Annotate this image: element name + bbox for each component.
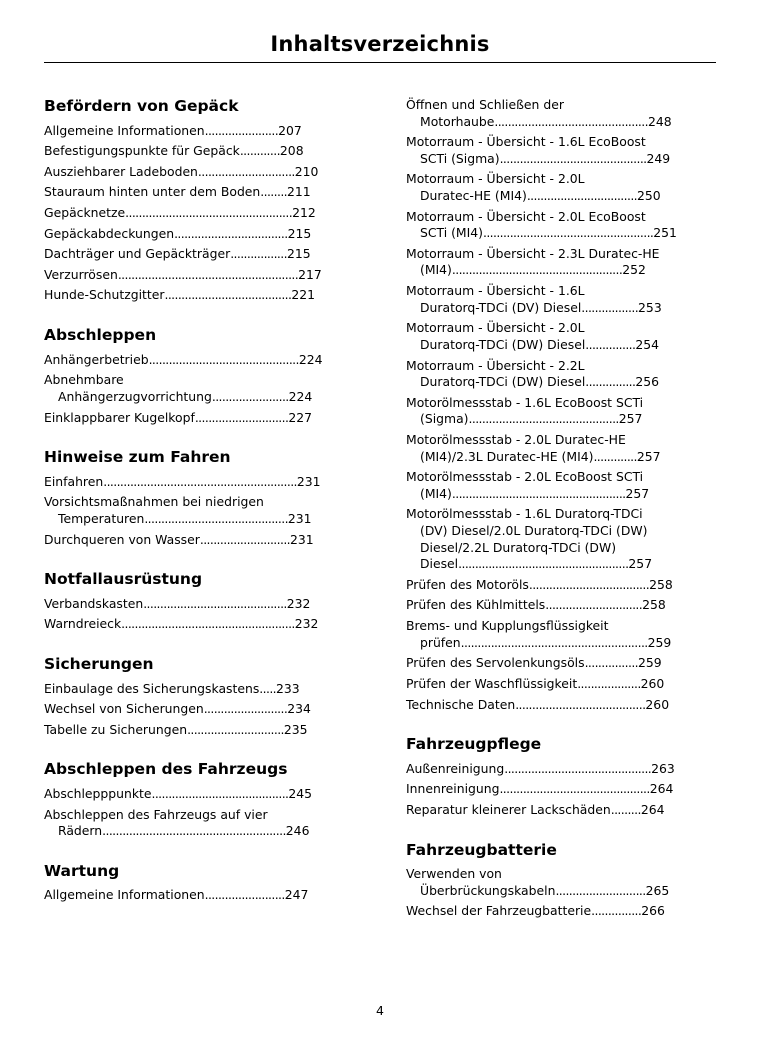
toc-entry[interactable] bbox=[406, 697, 734, 714]
toc-entry-page: 234 bbox=[287, 701, 311, 717]
toc-entry-page: 251 bbox=[653, 225, 677, 241]
toc-leader-dots: ...................................................... bbox=[117, 266, 299, 282]
toc-entry[interactable] bbox=[406, 209, 734, 242]
toc-entry[interactable] bbox=[44, 143, 372, 160]
toc-entry[interactable] bbox=[44, 205, 372, 222]
toc-entry-page: 257 bbox=[625, 485, 650, 501]
toc-section bbox=[44, 760, 372, 839]
toc-entry-page: 207 bbox=[278, 122, 302, 138]
toc-leader-dots: ............................................. bbox=[499, 781, 650, 797]
toc-entry[interactable] bbox=[406, 866, 734, 899]
toc-entry-title-cont: Duratorq-TDCi (DW) Diesel...............256 bbox=[420, 374, 660, 390]
toc-entry[interactable] bbox=[44, 596, 372, 613]
toc-leader-dots: ............................................. bbox=[148, 351, 299, 367]
toc-entry-title: Abschleppen des Fahrzeugs auf vier bbox=[44, 806, 268, 822]
toc-entry-title: Technische Daten bbox=[406, 696, 516, 712]
toc-entry[interactable] bbox=[406, 618, 734, 651]
toc-entry-title: Verzurrösen bbox=[44, 266, 118, 282]
toc-entry[interactable] bbox=[44, 410, 372, 427]
toc-section bbox=[44, 97, 372, 304]
toc-leader-dots: .................................................... bbox=[451, 485, 626, 501]
toc-entry-title: Außenreinigung bbox=[406, 760, 505, 776]
toc-entry[interactable] bbox=[406, 597, 734, 614]
toc-leader-dots: ....................... bbox=[211, 388, 289, 404]
toc-entry[interactable] bbox=[44, 722, 372, 739]
toc-entry-title-cont: SCTi (MI4)...................................................251 bbox=[420, 225, 677, 241]
toc-entry-title: Wechsel von Sicherungen bbox=[44, 701, 204, 717]
toc-entry-page: 257 bbox=[628, 556, 653, 572]
toc-leader-dots: ........................... bbox=[555, 882, 646, 898]
toc-entry[interactable] bbox=[44, 123, 372, 140]
toc-entry-title: Prüfen des Motoröls bbox=[406, 576, 529, 592]
toc-section bbox=[44, 655, 372, 738]
toc-entry-title: Allgemeine Informationen bbox=[44, 887, 205, 903]
toc-entry[interactable] bbox=[406, 134, 734, 167]
toc-entry-title: Wechsel der Fahrzeugbatterie bbox=[406, 903, 592, 919]
toc-section bbox=[44, 862, 372, 904]
toc-entry-title-cont: (MI4)...................................................252 bbox=[420, 262, 646, 278]
toc-entry-page: 264 bbox=[649, 781, 674, 797]
toc-entry-title-cont: (MI4)....................................................257 bbox=[420, 485, 650, 501]
toc-entry-title: Motorraum - Übersicht - 2.3L Duratec-HE bbox=[406, 245, 660, 261]
toc-leader-dots: ................................................... bbox=[482, 225, 654, 241]
toc-entry-page: 208 bbox=[279, 143, 304, 159]
toc-leader-dots: .............................................. bbox=[494, 113, 648, 129]
toc-entry-title: Vorsichtsmaßnahmen bei niedrigen bbox=[44, 494, 264, 510]
toc-leader-dots: ............................. bbox=[197, 163, 295, 179]
toc-entry[interactable] bbox=[44, 887, 372, 904]
toc-entry[interactable] bbox=[44, 474, 372, 491]
toc-entry-page: 233 bbox=[276, 680, 300, 696]
toc-entry[interactable] bbox=[44, 184, 372, 201]
toc-entry-page: 224 bbox=[298, 351, 323, 367]
toc-leader-dots: ....................................................... bbox=[102, 823, 286, 839]
toc-entry-title: Warndreieck bbox=[44, 616, 122, 632]
toc-leader-dots: ........................... bbox=[199, 531, 291, 547]
toc-entry-title-cont: Temperaturen...........................................231 bbox=[58, 510, 312, 526]
toc-entry[interactable] bbox=[406, 506, 734, 572]
toc-entry-page: 232 bbox=[286, 595, 311, 611]
toc-entry-page: 246 bbox=[285, 823, 310, 839]
toc-entry[interactable] bbox=[406, 655, 734, 672]
toc-entry[interactable] bbox=[44, 246, 372, 263]
toc-entry-page: 263 bbox=[651, 760, 675, 776]
toc-entry[interactable] bbox=[406, 97, 734, 130]
toc-leader-dots: ................. bbox=[581, 299, 639, 315]
toc-leader-dots: ........................ bbox=[204, 887, 285, 903]
toc-entry-page: 249 bbox=[646, 150, 671, 166]
toc-entry[interactable] bbox=[44, 807, 372, 840]
toc-entry-title: Prüfen der Waschflüssigkeit bbox=[406, 675, 578, 691]
toc-entry-title: Öffnen und Schließen der bbox=[406, 97, 564, 112]
toc-entry[interactable] bbox=[406, 903, 734, 920]
toc-entry-page: 256 bbox=[635, 374, 660, 390]
toc-entry-page: 257 bbox=[618, 411, 643, 427]
toc-entry[interactable] bbox=[406, 577, 734, 594]
toc-column-left bbox=[44, 97, 372, 924]
toc-entry-title: Motorraum - Übersicht - 2.2L bbox=[406, 357, 585, 373]
toc-section-heading: Notfallausrüstung bbox=[44, 570, 203, 589]
toc-entry-title-cont: prüfen........................................................259 bbox=[420, 634, 672, 650]
toc-entry[interactable] bbox=[406, 469, 734, 502]
toc-section-heading: Wartung bbox=[44, 861, 120, 880]
toc-entry-page: 260 bbox=[640, 675, 665, 691]
toc-entry[interactable] bbox=[44, 164, 372, 181]
toc-entry[interactable] bbox=[406, 283, 734, 316]
toc-leader-dots: ............... bbox=[585, 336, 636, 352]
title-divider bbox=[44, 62, 716, 63]
toc-entry-page: 212 bbox=[292, 205, 316, 221]
toc-entry-page: 211 bbox=[287, 184, 311, 200]
toc-entry-title: Einklappbarer Kugelkopf bbox=[44, 409, 195, 425]
toc-leader-dots: ............................................ bbox=[504, 760, 652, 776]
toc-entry[interactable] bbox=[44, 494, 372, 527]
toc-entry-page: 215 bbox=[286, 246, 311, 262]
toc-entry-page: 231 bbox=[296, 473, 321, 489]
toc-entry-title: Anhängerbetrieb bbox=[44, 351, 149, 367]
toc-entry-page: 210 bbox=[294, 163, 319, 179]
toc-leader-dots: ........................................... bbox=[143, 595, 287, 611]
toc-leader-dots: ........................................................ bbox=[460, 634, 648, 650]
toc-entry[interactable] bbox=[406, 395, 734, 428]
toc-entry[interactable] bbox=[44, 287, 372, 304]
toc-leader-dots: .................................................. bbox=[125, 205, 293, 221]
toc-entry-title: Gepäcknetze bbox=[44, 205, 126, 221]
toc-entry-title: Motorraum - Übersicht - 1.6L EcoBoost bbox=[406, 134, 646, 150]
toc-entry-title: Abschlepppunkte bbox=[44, 785, 152, 801]
toc-entry-title: Motorölmessstab - 1.6L Duratorq-TDCi bbox=[406, 506, 643, 522]
toc-entry[interactable] bbox=[406, 761, 734, 778]
toc-entry-page: 252 bbox=[622, 262, 646, 278]
toc-entry-page: 224 bbox=[288, 388, 313, 404]
toc-leader-dots: ............... bbox=[585, 374, 636, 390]
toc-entry-title-cont: (Sigma).............................................257 bbox=[420, 411, 643, 427]
toc-entry-title-cont: Diesel...................................................257 bbox=[420, 556, 653, 572]
toc-entry-title: Durchqueren von Wasser bbox=[44, 531, 200, 547]
toc-section-heading: Sicherungen bbox=[44, 654, 154, 673]
toc-entry[interactable] bbox=[44, 372, 372, 405]
toc-entry-title: Hunde-Schutzgitter bbox=[44, 287, 165, 303]
toc-entry-page: 221 bbox=[291, 287, 316, 303]
toc-entry-title-cont: Duratorq-TDCi (DV) Diesel.................253 bbox=[420, 299, 662, 315]
toc-leader-dots: .......................................................... bbox=[103, 473, 297, 489]
toc-entry-title: Verbandskasten bbox=[44, 595, 144, 611]
toc-leader-dots: ...................................... bbox=[164, 287, 292, 303]
toc-entry-title: Befestigungspunkte für Gepäck bbox=[44, 143, 240, 159]
toc-entry-title: Dachträger und Gepäckträger bbox=[44, 246, 231, 262]
toc-section bbox=[44, 570, 372, 633]
toc-section-heading: Abschleppen bbox=[44, 326, 157, 345]
toc-entry-title-cont: SCTi (Sigma)............................................249 bbox=[420, 150, 671, 166]
toc-entry-page: 232 bbox=[294, 616, 319, 632]
toc-entry[interactable] bbox=[406, 432, 734, 465]
toc-entry-title: Abnehmbare bbox=[44, 372, 124, 388]
toc-entry-title: Allgemeine Informationen bbox=[44, 122, 205, 138]
toc-leader-dots: ......................... bbox=[203, 701, 288, 717]
toc-entry-page: 248 bbox=[647, 113, 672, 129]
toc-leader-dots: ............................. bbox=[545, 597, 643, 613]
toc-entry-page: 227 bbox=[288, 409, 312, 425]
toc-entry-page: 245 bbox=[288, 785, 313, 801]
toc-leader-dots: ................. bbox=[230, 246, 287, 262]
toc-entry-title: Einfahren bbox=[44, 473, 104, 489]
toc-section bbox=[44, 448, 372, 548]
toc-entry-title-cont: Diesel/2.2L Duratorq-TDCi (DW) bbox=[420, 539, 617, 555]
toc-entry-title: Brems- und Kupplungsflüssigkeit bbox=[406, 618, 609, 634]
toc-entry-page: 231 bbox=[290, 531, 314, 547]
toc-entry-page: 264 bbox=[640, 801, 665, 817]
toc-entry-title-cont: Rädern.......................................................246 bbox=[58, 823, 310, 839]
toc-entry-title-cont: Anhängerzugvorrichtung.......................224 bbox=[58, 388, 313, 404]
toc-entry-title: Motorraum - Übersicht - 1.6L bbox=[406, 283, 585, 299]
toc-entry-title-cont: (DV) Diesel/2.0L Duratorq-TDCi (DW) bbox=[420, 523, 648, 539]
toc-entry[interactable] bbox=[44, 786, 372, 803]
toc-entry-page: 250 bbox=[637, 188, 661, 204]
toc-entry-title-cont: Motorhaube..............................................248 bbox=[420, 113, 672, 129]
toc-entry-page: 254 bbox=[635, 336, 660, 352]
toc-leader-dots: .................................................... bbox=[121, 616, 295, 632]
toc-section bbox=[406, 841, 734, 920]
page-title: Inhaltsverzeichnis bbox=[270, 32, 490, 56]
toc-entry-page: 235 bbox=[283, 721, 308, 737]
toc-entry-title: Motorölmessstab - 2.0L EcoBoost SCTi bbox=[406, 469, 644, 485]
toc-leader-dots: ............. bbox=[593, 448, 637, 464]
toc-entry-title: Motorraum - Übersicht - 2.0L EcoBoost bbox=[406, 208, 646, 224]
toc-columns bbox=[44, 97, 716, 924]
toc-entry-page: 265 bbox=[645, 882, 670, 898]
toc-entry-title: Prüfen des Servolenkungsöls bbox=[406, 655, 585, 671]
toc-entry[interactable] bbox=[406, 171, 734, 204]
toc-entry[interactable] bbox=[44, 701, 372, 718]
toc-section bbox=[406, 735, 734, 818]
toc-entry-title-cont: Duratec-HE (MI4).................................250 bbox=[420, 188, 661, 204]
toc-entry[interactable] bbox=[44, 681, 372, 698]
toc-entry-page: 259 bbox=[647, 634, 672, 650]
toc-entry-page: 215 bbox=[287, 225, 312, 241]
toc-entry-title: Innenreinigung bbox=[406, 781, 500, 797]
toc-entry-title: Motorölmessstab - 2.0L Duratec-HE bbox=[406, 431, 626, 447]
toc-entry-title: Ausziehbarer Ladeboden bbox=[44, 163, 198, 179]
toc-section bbox=[406, 97, 734, 713]
toc-leader-dots: ......... bbox=[610, 801, 641, 817]
toc-leader-dots: ................................. bbox=[526, 188, 638, 204]
toc-leader-dots: .................................... bbox=[528, 576, 650, 592]
toc-entry-title: Motorraum - Übersicht - 2.0L bbox=[406, 320, 585, 336]
toc-leader-dots: ......................................... bbox=[151, 785, 289, 801]
toc-entry-page: 257 bbox=[636, 448, 661, 464]
toc-column-right bbox=[406, 97, 734, 924]
toc-entry-title-cont: Duratorq-TDCi (DW) Diesel...............254 bbox=[420, 336, 660, 352]
toc-leader-dots: .................................. bbox=[174, 225, 288, 241]
toc-leader-dots: ........................................... bbox=[144, 510, 288, 526]
toc-entry[interactable] bbox=[406, 320, 734, 353]
toc-entry-page: 217 bbox=[298, 266, 322, 282]
toc-entry-page: 247 bbox=[284, 887, 309, 903]
toc-entry-title: Einbaulage des Sicherungskastens bbox=[44, 680, 260, 696]
toc-entry-title: Tabelle zu Sicherungen bbox=[44, 721, 188, 737]
toc-section-heading: Fahrzeugpflege bbox=[406, 735, 542, 754]
toc-leader-dots: ............... bbox=[591, 903, 642, 919]
toc-entry[interactable] bbox=[44, 532, 372, 549]
toc-entry-title: Prüfen des Kühlmittels bbox=[406, 597, 546, 613]
toc-section-heading: Befördern von Gepäck bbox=[44, 97, 239, 115]
toc-entry[interactable] bbox=[406, 676, 734, 693]
toc-entry[interactable] bbox=[406, 246, 734, 279]
toc-leader-dots: ............................. bbox=[187, 721, 284, 737]
toc-leader-dots: ............................................ bbox=[499, 150, 647, 166]
toc-entry[interactable] bbox=[44, 616, 372, 633]
toc-leader-dots: ..... bbox=[259, 680, 276, 696]
toc-section-heading: Abschleppen des Fahrzeugs bbox=[44, 760, 288, 779]
toc-entry-page: 259 bbox=[638, 655, 662, 671]
toc-entry-title-cont: Überbrückungskabeln...........................265 bbox=[420, 882, 670, 898]
toc-section bbox=[44, 326, 372, 426]
toc-entry-page: 253 bbox=[638, 299, 662, 315]
toc-entry-title: Verwenden von bbox=[406, 866, 502, 882]
toc-entry-page: 231 bbox=[287, 510, 312, 526]
toc-entry-title: Gepäckabdeckungen bbox=[44, 225, 175, 241]
toc-entry[interactable] bbox=[44, 352, 372, 369]
toc-entry[interactable] bbox=[406, 358, 734, 391]
toc-entry-page: 258 bbox=[642, 597, 666, 613]
toc-leader-dots: ................... bbox=[577, 675, 641, 691]
toc-leader-dots: ................ bbox=[584, 655, 638, 671]
page-number: 4 bbox=[376, 1003, 384, 1018]
toc-leader-dots: ................................................... bbox=[458, 556, 629, 572]
toc-entry-title: Motorölmessstab - 1.6L EcoBoost SCTi bbox=[406, 394, 644, 410]
toc-entry-title: Stauraum hinten unter dem Boden bbox=[44, 184, 261, 200]
toc-entry[interactable] bbox=[406, 802, 734, 819]
toc-leader-dots: ............................ bbox=[194, 409, 289, 425]
toc-entry-page: 266 bbox=[641, 903, 665, 919]
toc-entry-page: 260 bbox=[645, 696, 670, 712]
toc-entry[interactable] bbox=[406, 781, 734, 798]
toc-leader-dots: ....................................... bbox=[515, 696, 646, 712]
toc-leader-dots: ................................................... bbox=[451, 262, 623, 278]
toc-leader-dots: ........ bbox=[260, 184, 287, 200]
toc-leader-dots: ............................................. bbox=[468, 411, 619, 427]
toc-entry[interactable] bbox=[44, 267, 372, 284]
toc-entry-title: Reparatur kleinerer Lackschäden bbox=[406, 801, 611, 817]
toc-entry-title: Motorraum - Übersicht - 2.0L bbox=[406, 171, 585, 187]
toc-section-heading: Fahrzeugbatterie bbox=[406, 840, 557, 859]
toc-leader-dots: ............ bbox=[239, 143, 280, 159]
toc-entry-page: 258 bbox=[649, 576, 673, 592]
toc-entry-title-cont: (MI4)/2.3L Duratec-HE (MI4).............257 bbox=[420, 448, 661, 464]
toc-section-heading: Hinweise zum Fahren bbox=[44, 448, 231, 467]
toc-leader-dots: ...................... bbox=[204, 122, 279, 138]
toc-entry[interactable] bbox=[44, 226, 372, 243]
